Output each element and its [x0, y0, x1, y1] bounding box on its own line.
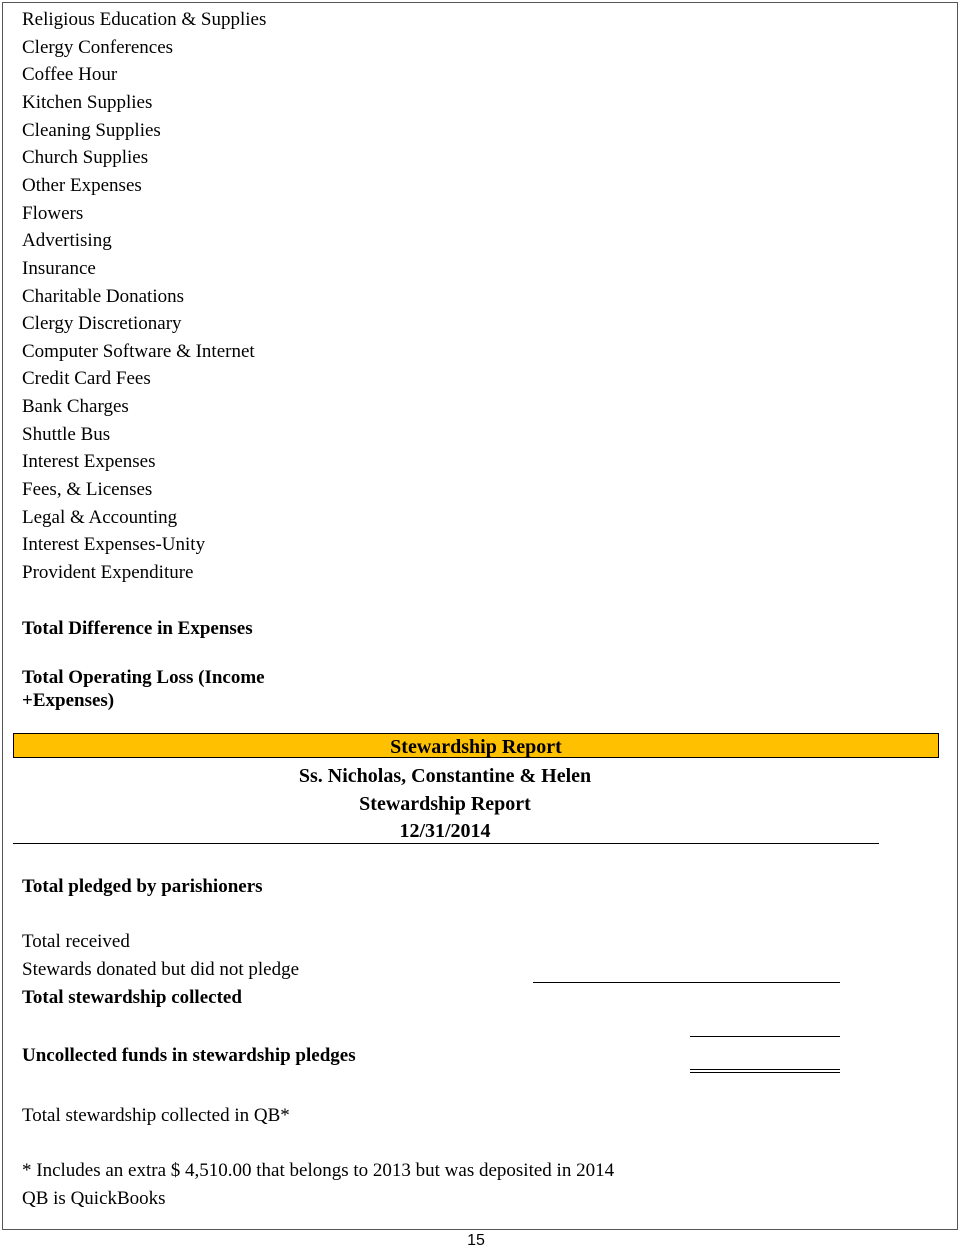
expense-label: Clergy Discretionary	[22, 313, 182, 335]
expense-label: Flowers	[22, 202, 84, 224]
expense-label: Coffee Hour	[22, 64, 118, 86]
uncollected-rule-top	[690, 1036, 840, 1037]
expense-label: Fees, & Licenses	[22, 479, 153, 501]
expense-label: Bank Charges	[22, 396, 129, 418]
collected-label: Total stewardship collected	[22, 987, 242, 1008]
expense-label: Kitchen Supplies	[22, 91, 153, 113]
total-operating-loss-label-1: Total Operating Loss (Income	[22, 667, 265, 688]
total-received-label: Total received	[22, 931, 130, 952]
expense-label: Legal & Accounting	[22, 506, 178, 528]
expense-label: Provident Expenditure	[22, 562, 194, 583]
header-rule	[13, 843, 879, 844]
expense-label: Interest Expenses-Unity	[22, 534, 206, 556]
expense-label: Charitable Donations	[22, 285, 184, 307]
expense-label: Shuttle Bus	[22, 423, 111, 445]
uncollected-rule-bottom-1	[690, 1069, 840, 1070]
uncollected-rule-bottom-2	[690, 1072, 840, 1073]
report-date: 12/31/2014	[399, 820, 491, 842]
subtotal-rule	[533, 982, 840, 983]
expense-label: Other Expenses	[22, 174, 142, 196]
report-title: Stewardship Report	[359, 793, 531, 815]
total-pledged-label: Total pledged by parishioners	[22, 876, 263, 897]
total-operating-loss-label-2: +Expenses)	[22, 690, 115, 711]
stewardship-banner-text: Stewardship Report	[390, 736, 562, 758]
donated-label: Stewards donated but did not pledge	[22, 959, 300, 980]
expense-label: Advertising	[22, 230, 112, 252]
qb-label: Total stewardship collected in QB*	[22, 1105, 290, 1126]
expense-label: Religious Education & Supplies	[22, 9, 267, 30]
expense-label: Credit Card Fees	[22, 368, 151, 390]
expense-label: Insurance	[22, 257, 96, 279]
parish-name: Ss. Nicholas, Constantine & Helen	[298, 765, 592, 787]
expense-label: Clergy Conferences	[22, 36, 174, 58]
uncollected-label: Uncollected funds in stewardship pledges	[22, 1045, 356, 1066]
expense-label: Cleaning Supplies	[22, 119, 161, 141]
expense-label: Church Supplies	[22, 147, 149, 169]
footnote-1: * Includes an extra $ 4,510.00 that belongs to 2013 but was deposited in 2014	[22, 1160, 615, 1181]
footnote-2: QB is QuickBooks	[22, 1188, 166, 1209]
expense-label: Computer Software & Internet	[22, 340, 255, 362]
expense-label: Interest Expenses	[22, 451, 156, 473]
total-difference-label: Total Difference in Expenses	[22, 618, 253, 639]
page-number: 15	[467, 1232, 485, 1249]
